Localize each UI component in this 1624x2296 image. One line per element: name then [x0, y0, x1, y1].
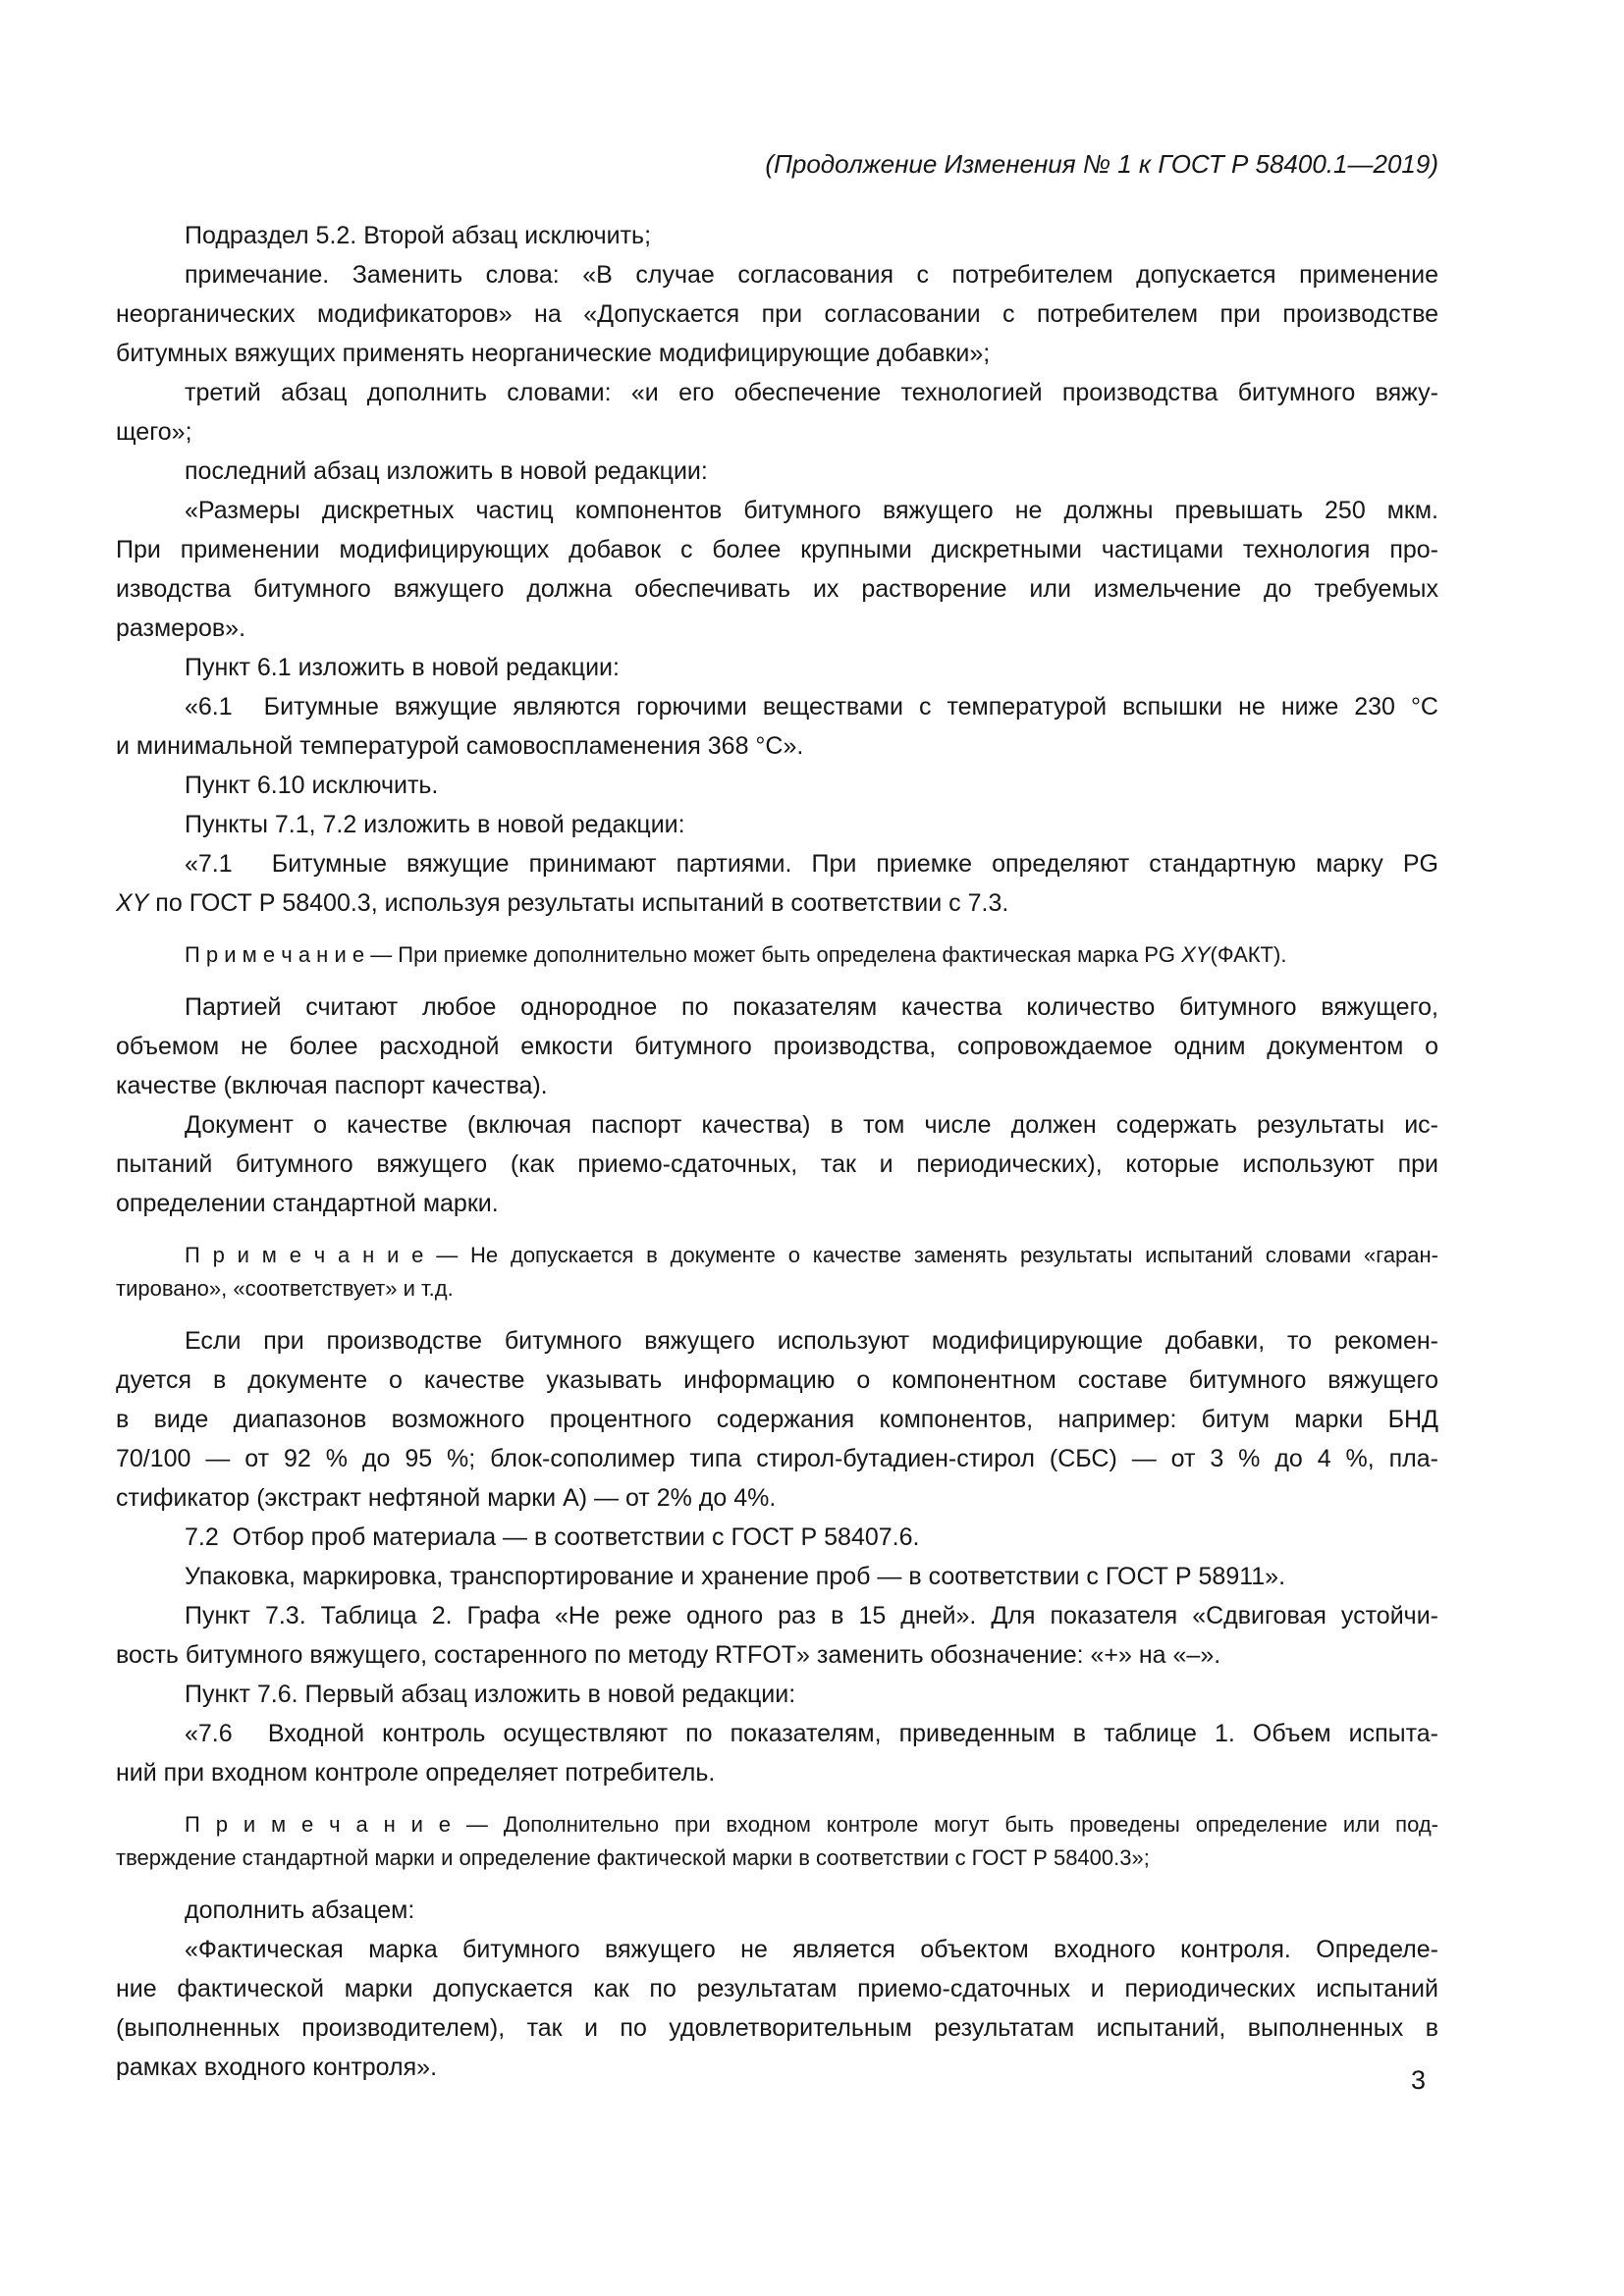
text-run: пытаний битумного вяжущего (как приемо-сдаточных, так и периодических), которые используют при — [116, 1150, 1438, 1178]
text-line — [116, 491, 1438, 530]
paragraph — [116, 1891, 1438, 1930]
text-run: «Размеры дискретных частиц компонентов битумного вяжущего не должны превышать 250 мкм. — [185, 497, 1438, 524]
text-run: П р и м е ч а н и е — Дополнительно при входном контроле могут быть проведены определение или под- — [185, 1812, 1438, 1837]
text-line — [116, 766, 1438, 805]
paragraph — [116, 805, 1438, 844]
text-run: последний абзац изложить в новой редакции: — [185, 457, 708, 485]
text-run: «6.1 Битумные вяжущие являются горючими веществами с температурой вспышки не ниже 230 °С — [185, 693, 1438, 721]
text-run: Пункт 7.3. Таблица 2. Графа «Не реже одного раз в 15 дней». Для показателя «Сдвиговая устойчи- — [185, 1602, 1438, 1629]
text-run: стификатор (экстракт нефтяной марки А) — от 2% до 4%. — [116, 1484, 777, 1512]
text-line — [116, 1439, 1438, 1478]
text-line — [116, 452, 1438, 491]
text-line — [116, 2048, 1438, 2087]
text-run: Упаковка, маркировка, транспортирование и хранение проб — в соответствии с ГОСТ Р 58911». — [185, 1563, 1286, 1590]
paragraph — [116, 452, 1438, 491]
text-line — [116, 1891, 1438, 1930]
text-line — [116, 1361, 1438, 1400]
text-run: 70/100 — от 92 % до 95 %; блок-сополимер типа стирол-бутадиен-стирол (СБС) — от 3 % до 4 %, пла- — [116, 1445, 1438, 1472]
paragraph — [116, 1596, 1438, 1675]
text-line — [116, 1400, 1438, 1439]
text-run: Пункт 7.6. Первый абзац изложить в новой редакции: — [185, 1681, 796, 1708]
paragraph — [116, 1518, 1438, 1557]
text-line — [116, 255, 1438, 294]
text-line — [116, 687, 1438, 726]
text-run: ний при входном контроле определяет потребитель. — [116, 1759, 716, 1787]
text-line — [116, 1272, 1438, 1306]
text-line — [116, 1184, 1438, 1223]
paragraph — [116, 648, 1438, 687]
text-column — [116, 147, 1438, 2087]
text-run: размеров». — [116, 614, 246, 642]
text-line — [116, 1145, 1438, 1184]
text-run: «7.6 Входной контроль осуществляют по показателям, приведенным в таблице 1. Объем испыта- — [185, 1720, 1438, 1747]
text-line — [116, 648, 1438, 687]
text-line — [116, 883, 1438, 923]
document-body — [116, 216, 1438, 2087]
text-line — [116, 1635, 1438, 1675]
text-run: изводства битумного вяжущего должна обеспечивать их растворение или измельчение до требуемых — [116, 575, 1438, 603]
text-line — [116, 609, 1438, 648]
page-header-continuation: (Продолжение Изменения № 1 к ГОСТ Р 58400.1—2019) — [765, 149, 1438, 179]
note-paragraph — [116, 1808, 1438, 1875]
text-line — [116, 1557, 1438, 1596]
text-run: (ФАКТ). — [1210, 942, 1287, 967]
text-line — [116, 1675, 1438, 1714]
text-run: Если при производстве битумного вяжущего используют модифицирующие добавки, то рекомен- — [185, 1327, 1438, 1355]
text-line — [116, 1842, 1438, 1875]
text-run: объемом не более расходной емкости битумного производства, сопровождаемое одним документом о — [116, 1033, 1438, 1060]
text-line — [116, 216, 1438, 255]
text-run: битумных вяжущих применять неорганические модифицирующие добавки»; — [116, 340, 991, 367]
text-run: неорганических модификаторов» на «Допускается при согласовании с потребителем при производстве — [116, 300, 1438, 328]
text-line — [116, 1066, 1438, 1105]
text-line — [116, 1518, 1438, 1557]
paragraph — [116, 687, 1438, 766]
text-line — [116, 334, 1438, 373]
text-run: и минимальной температурой самовоспламенения 368 °С». — [116, 732, 804, 760]
text-line — [116, 844, 1438, 883]
paragraph — [116, 988, 1438, 1105]
page-number: 3 — [1411, 2065, 1427, 2095]
text-run: Пункты 7.1, 7.2 изложить в новой редакции: — [185, 811, 685, 838]
text-line — [116, 1596, 1438, 1635]
text-run: в виде диапазонов возможного процентного содержания компонентов, например: битум марки БНД — [116, 1406, 1438, 1433]
paragraph — [116, 373, 1438, 452]
paragraph — [116, 491, 1438, 648]
text-run: Пункт 6.1 изложить в новой редакции: — [185, 654, 620, 681]
text-run: «Фактическая марка битумного вяжущего не является объектом входного контроля. Определе- — [185, 1936, 1438, 1963]
text-line — [116, 1714, 1438, 1753]
text-run: вость битумного вяжущего, состаренного по методу RTFOT» заменить обозначение: «+» на «–». — [116, 1641, 1221, 1669]
text-run: качестве (включая паспорт качества). — [116, 1072, 548, 1099]
text-line — [116, 2008, 1438, 2048]
note-paragraph — [116, 938, 1438, 972]
italic-run: XY — [1181, 942, 1211, 967]
text-line — [116, 1969, 1438, 2008]
text-line — [116, 530, 1438, 569]
text-line — [116, 805, 1438, 844]
text-run: ние фактической марки допускается как по результатам приемо-сдаточных и периодических испытаний — [116, 1975, 1438, 2002]
text-run: рамках входного контроля». — [116, 2054, 438, 2081]
text-run: тировано», «соответствует» и т.д. — [116, 1276, 454, 1301]
note-paragraph — [116, 1239, 1438, 1306]
text-line — [116, 1027, 1438, 1066]
text-run: Документ о качестве (включая паспорт качества) в том числе должен содержать результаты ис- — [185, 1111, 1438, 1139]
text-line — [116, 1478, 1438, 1518]
text-run: определении стандартной марки. — [116, 1190, 499, 1217]
text-line — [116, 1930, 1438, 1969]
text-line — [116, 294, 1438, 334]
text-run: Партией считают любое однородное по показателям качества количество битумного вяжущего, — [185, 993, 1438, 1021]
text-line — [116, 938, 1438, 972]
paragraph — [116, 1321, 1438, 1518]
paragraph — [116, 1557, 1438, 1596]
text-run: третий абзац дополнить словами: «и его обеспечение технологией производства битумного вяжу- — [185, 379, 1438, 406]
text-run: по ГОСТ Р 58400.3, используя результаты испытаний в соответствии с 7.3. — [148, 889, 1009, 917]
paragraph — [116, 766, 1438, 805]
paragraph — [116, 216, 1438, 255]
text-run: При применении модифицирующих добавок с более крупными дискретными частицами технология про- — [116, 536, 1438, 563]
text-line — [116, 726, 1438, 766]
text-line — [116, 373, 1438, 412]
paragraph — [116, 1930, 1438, 2087]
text-line — [116, 412, 1438, 452]
text-run: тверждение стандартной марки и определение фактической марки в соответствии с ГОСТ Р 58400.3»; — [116, 1845, 1150, 1870]
text-line — [116, 1753, 1438, 1792]
text-run: дуется в документе о качестве указывать информацию о компонентном составе битумного вяжущего — [116, 1366, 1438, 1394]
text-run: примечание. Заменить слова: «В случае согласования с потребителем допускается применение — [185, 261, 1438, 289]
text-run: щего»; — [116, 418, 192, 446]
text-line — [116, 1239, 1438, 1272]
text-line — [116, 1105, 1438, 1145]
text-run: дополнить абзацем: — [185, 1896, 415, 1924]
text-run: Пункт 6.10 исключить. — [185, 772, 439, 799]
text-run: «7.1 Битумные вяжущие принимают партиями. При приемке определяют стандартную марку PG — [185, 850, 1438, 878]
paragraph — [116, 1714, 1438, 1792]
text-line — [116, 988, 1438, 1027]
text-line — [116, 569, 1438, 609]
text-run: П р и м е ч а н и е — Не допускается в документе о качестве заменять результаты испытаний словами «гаран- — [185, 1243, 1438, 1267]
text-run: П р и м е ч а н и е — При приемке дополнительно может быть определена фактическая марка PG — [185, 942, 1182, 967]
text-run: Подраздел 5.2. Второй абзац исключить; — [185, 222, 652, 249]
paragraph — [116, 1105, 1438, 1223]
text-line — [116, 1808, 1438, 1842]
paragraph — [116, 255, 1438, 373]
paragraph — [116, 1675, 1438, 1714]
text-line — [116, 1321, 1438, 1361]
text-run: 7.2 Отбор проб материала — в соответствии с ГОСТ Р 58407.6. — [185, 1523, 920, 1551]
italic-run: XY — [116, 889, 149, 917]
text-run: (выполненных производителем), так и по удовлетворительным результатам испытаний, выполненных в — [116, 2014, 1438, 2042]
paragraph — [116, 844, 1438, 923]
